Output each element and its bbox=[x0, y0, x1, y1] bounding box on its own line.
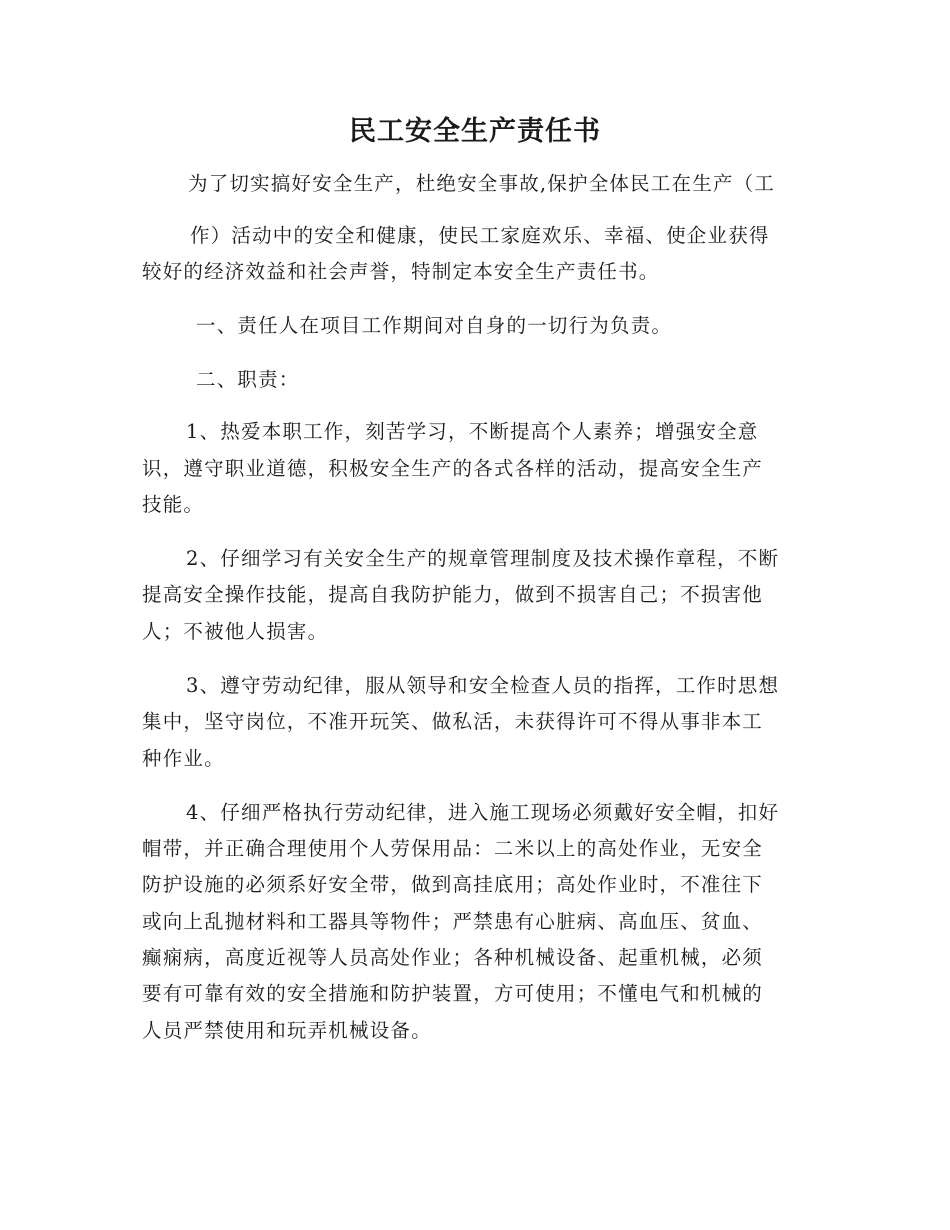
intro-line-3: 较好的经济效益和社会声誉，特制定本安全生产责任书。 bbox=[142, 260, 660, 283]
document-title: 民工安全生产责任书 bbox=[349, 116, 601, 147]
item-4-line-1: 4、仔细严格执行劳动纪律，进入施工现场必须戴好安全帽，扣好 bbox=[186, 801, 780, 824]
item-4-line-4: 或向上乱抛材料和工器具等物件；严禁患有心脏病、高血压、贫血、 bbox=[142, 910, 764, 933]
section-2-heading: 二、职责： bbox=[196, 368, 300, 391]
item-3-line-2: 集中，坚守岗位，不准开玩笑、做私活，未获得许可不得从事非本工 bbox=[142, 710, 764, 733]
item-1-line-3: 技能。 bbox=[142, 493, 205, 516]
item-2-line-2: 提高安全操作技能，提高自我防护能力，做到不损害自己；不损害他 bbox=[142, 583, 764, 606]
section-1-text: 一、责任人在项目工作期间对自身的一切行为负责。 bbox=[196, 314, 673, 337]
item-4-line-6: 要有可靠有效的安全措施和防护装置，方可使用；不懂电气和机械的 bbox=[142, 982, 764, 1005]
intro-line-1: 为了切实搞好安全生产，杜绝安全事故,保护全体民工在生产（工 bbox=[188, 172, 775, 195]
item-4-line-7: 人员严禁使用和玩弄机械设备。 bbox=[142, 1019, 432, 1042]
item-4-line-5: 癫痫病，高度近视等人员高处作业；各种机械设备、起重机械，必须 bbox=[142, 946, 764, 969]
item-2-line-3: 人；不被他人损害。 bbox=[142, 620, 329, 643]
item-3-line-1: 3、遵守劳动纪律，服从领导和安全检查人员的指挥，工作时思想 bbox=[186, 674, 780, 697]
item-1-line-2: 识，遵守职业道德，积极安全生产的各式各样的活动，提高安全生产 bbox=[142, 457, 764, 480]
intro-line-2: 作）活动中的安全和健康，使民工家庭欢乐、幸福、使企业获得 bbox=[190, 224, 770, 247]
item-4-line-2: 帽带，并正确合理使用个人劳保用品：二米以上的高处作业，无安全 bbox=[142, 837, 764, 860]
item-1-line-1: 1、热爱本职工作，刻苦学习，不断提高个人素养；增强安全意 bbox=[186, 420, 759, 443]
item-2-line-1: 2、仔细学习有关安全生产的规章管理制度及技术操作章程，不断 bbox=[186, 547, 780, 570]
item-4-line-3: 防护设施的必须系好安全带，做到高挂底用；高处作业时，不准往下 bbox=[142, 873, 764, 896]
item-3-line-3: 种作业。 bbox=[142, 747, 225, 770]
